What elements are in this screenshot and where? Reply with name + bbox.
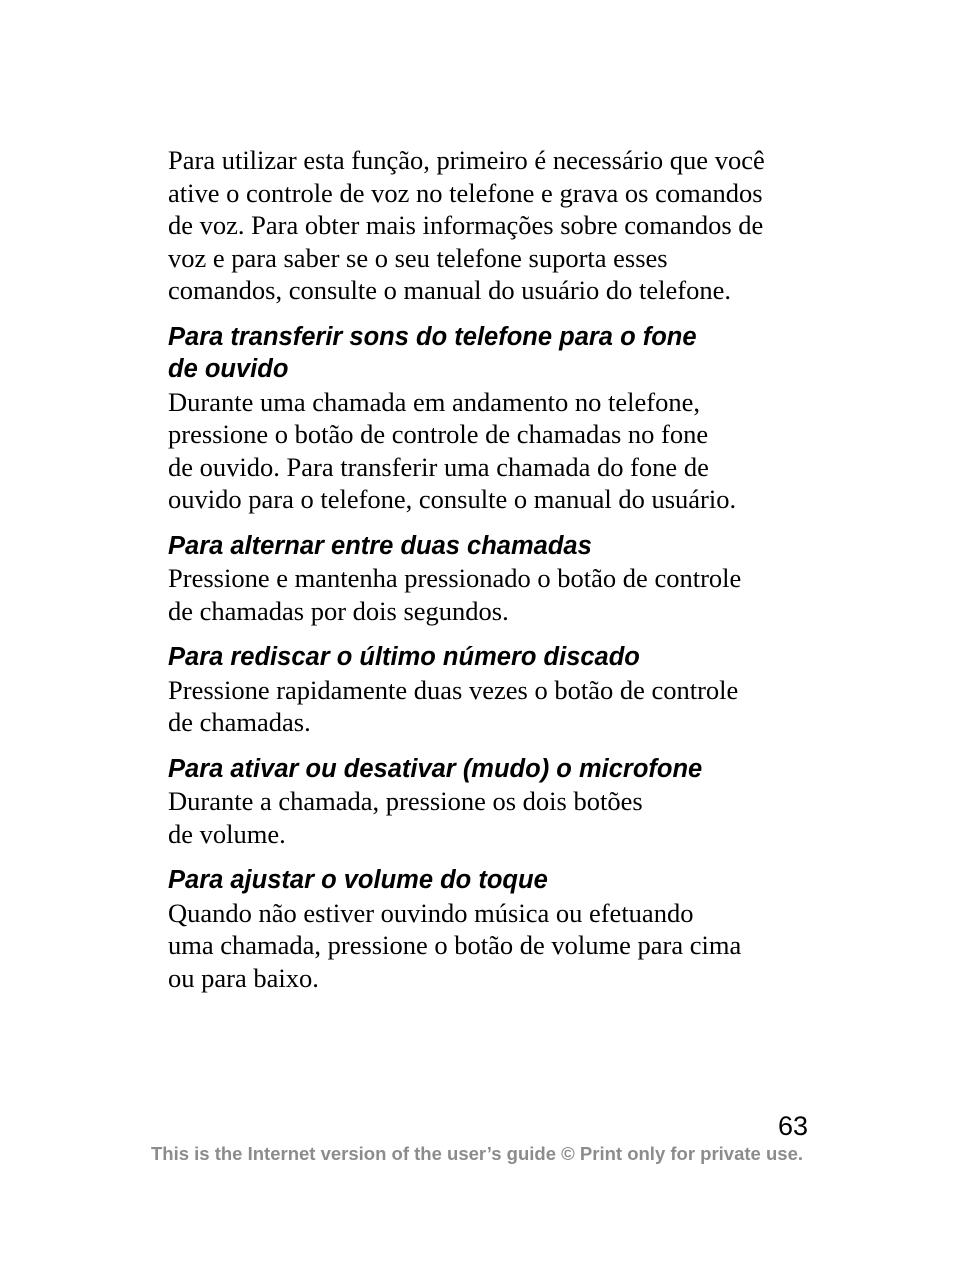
body-line: Quando não estiver ouvindo música ou efetuando — [168, 897, 694, 928]
body-line: ouvido para o telefone, consulte o manual do usuário. — [168, 484, 737, 514]
section-body — [168, 562, 813, 627]
section-mute-microphone — [168, 753, 813, 851]
body-line: Durante uma chamada em andamento no telefone, — [168, 386, 700, 417]
page-number: 63 — [777, 1111, 808, 1141]
section-heading — [168, 530, 813, 563]
section-heading — [168, 753, 813, 786]
section-ring-volume — [168, 864, 813, 994]
page-content — [168, 144, 813, 994]
section-transfer-sound — [168, 321, 813, 516]
heading-line: de ouvido — [168, 355, 289, 383]
section-body — [168, 897, 813, 995]
body-line: de chamadas. — [168, 707, 311, 737]
heading-line: Para alternar entre duas chamadas — [168, 531, 592, 560]
heading-line: Para ativar ou desativar (mudo) o microfone — [168, 754, 703, 783]
section-heading — [168, 321, 813, 386]
section-body — [168, 674, 813, 739]
heading-line: Para transferir sons do telefone para o fone — [168, 322, 697, 351]
body-line: de volume. — [168, 818, 286, 849]
body-line: ou para baixo. — [168, 962, 319, 993]
heading-line: Para rediscar o último número discado — [168, 643, 640, 671]
intro-paragraph — [168, 144, 813, 307]
body-line: uma chamada, pressione o botão de volume para cima — [168, 930, 742, 960]
section-heading — [168, 641, 813, 674]
section-redial — [168, 641, 813, 739]
body-line: pressione o botão de controle de chamadas no fone — [168, 419, 709, 449]
section-body — [168, 386, 813, 516]
intro-line: de voz. Para obter mais informações sobre comandos de — [168, 210, 764, 240]
heading-line: Para ajustar o volume do toque — [168, 866, 548, 894]
body-line: de ouvido. Para transferir uma chamada do fone de — [168, 451, 709, 482]
body-line: Pressione e mantenha pressionado o botão de controle — [168, 563, 742, 593]
intro-line: comandos, consulte o manual do usuário do telefone. — [168, 275, 731, 305]
body-line: Pressione rapidamente duas vezes o botão de controle — [168, 674, 739, 705]
section-body — [168, 785, 813, 850]
intro-line: voz e para saber se o seu telefone suporta esses — [168, 242, 668, 273]
footer-notice: This is the Internet version of the user’s guide © Print only for private use. — [150, 1143, 803, 1164]
intro-line: Para utilizar esta função, primeiro é necessário que você — [168, 145, 765, 175]
intro-line: ative o controle de voz no telefone e grava os comandos — [168, 177, 763, 208]
section-heading — [168, 864, 813, 897]
body-line: de chamadas por dois segundos. — [168, 595, 509, 626]
body-line: Durante a chamada, pressione os dois botões — [168, 786, 643, 816]
section-switch-calls — [168, 530, 813, 628]
